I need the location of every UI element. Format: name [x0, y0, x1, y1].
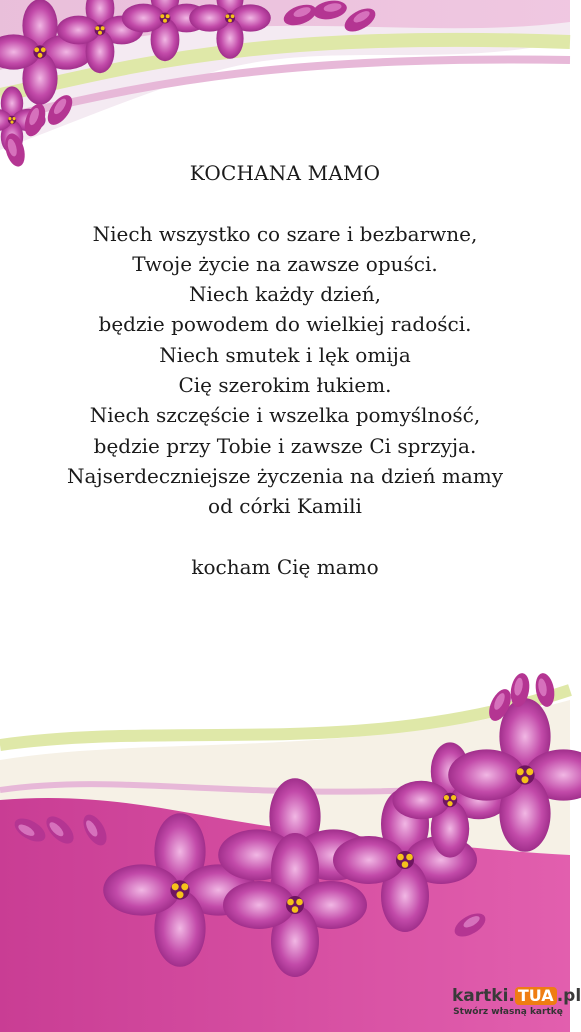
logo-box: TUA [515, 987, 557, 1005]
bottom-floral-border [0, 672, 581, 1032]
poem-line-10: od córki Kamili [208, 494, 362, 519]
spacer [0, 188, 570, 218]
greeting-text [0, 158, 570, 582]
logo-suffix: .pl [556, 986, 581, 1006]
poem-line-9: Najserdeczniejsze życzenia na dzień mamy [66, 463, 504, 488]
poem-line-7: Niech szczęście i wszelka pomyślność, [89, 403, 481, 428]
card-title: KOCHANA MAMO [189, 161, 381, 185]
logo-prefix: kartki. [452, 986, 515, 1006]
spacer [0, 522, 570, 552]
closing-line: kocham Cię mamo [191, 554, 379, 579]
poem-line-4: będzie powodem do wielkiej radości. [98, 312, 472, 337]
top-floral-border [0, 0, 570, 169]
poem-line-6: Cię szerokim łukiem. [178, 373, 392, 398]
kartki-tua-logo[interactable] [452, 986, 581, 1024]
poem-line-5: Niech smutek i lęk omija [159, 342, 411, 367]
poem-line-8: będzie przy Tobie i zawsze Ci sprzyja. [93, 433, 477, 458]
logo-tagline: Stwórz własną kartkę [453, 1007, 563, 1017]
logo-wordmark [452, 986, 581, 1006]
poem-line-1: Niech wszystko co szare i bezbarwne, [92, 221, 478, 246]
poem-line-3: Niech każdy dzień, [188, 282, 382, 307]
poem-line-2: Twoje życie na zawsze opuści. [132, 251, 438, 276]
